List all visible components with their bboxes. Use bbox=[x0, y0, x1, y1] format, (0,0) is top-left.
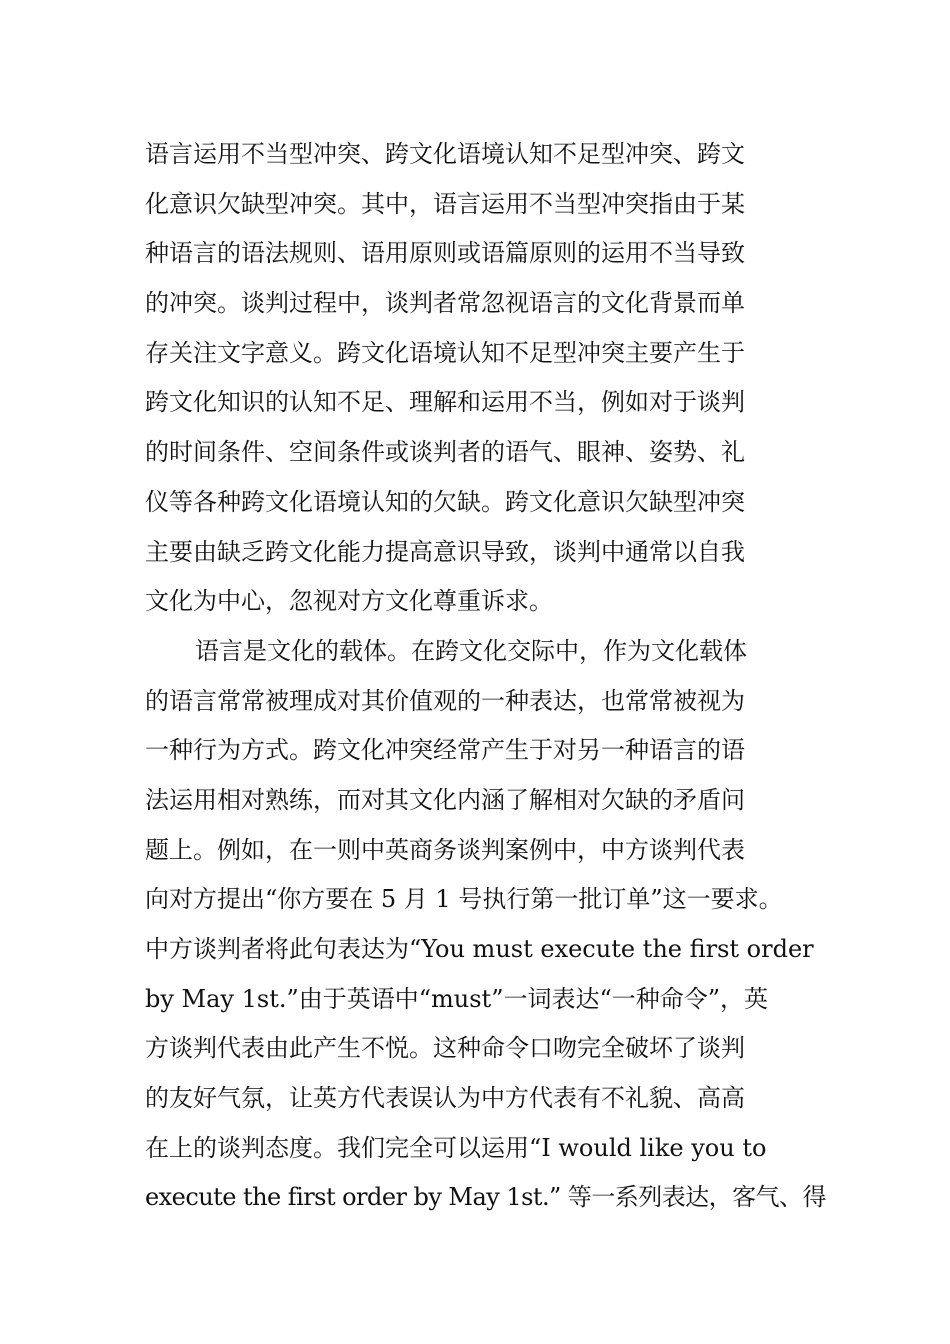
text-line: 主要由缺乏跨文化能力提高意识导致，谈判中通常以自我 bbox=[145, 537, 745, 566]
text-line: 化意识欠缺型冲突。其中，语言运用不当型冲突指由于某 bbox=[145, 189, 745, 218]
text-line: 的冲突。谈判过程中，谈判者常忽视语言的文化背景而单 bbox=[145, 289, 745, 318]
text-line: by May 1st.”由于英语中“must”一词表达“一种命令”，英 bbox=[145, 984, 769, 1013]
text-line: 语言运用不当型冲突、跨文化语境认知不足型冲突、跨文 bbox=[145, 140, 745, 168]
text-line: 跨文化知识的认知不足、理解和运用不当，例如对于谈判 bbox=[145, 388, 745, 417]
text-line: 仪等各种跨文化语境认知的欠缺。跨文化意识欠缺型冲突 bbox=[145, 487, 745, 516]
text-line: 的时间条件、空间条件或谈判者的语气、眼神、姿势、礼 bbox=[145, 438, 745, 467]
text-line: 方谈判代表由此产生不悦。这种命令口吻完全破坏了谈判 bbox=[145, 1034, 745, 1063]
text-line: 在上的谈判态度。我们完全可以运用“I would like you to bbox=[145, 1133, 767, 1162]
text-line: 的友好气氛，让英方代表误认为中方代表有不礼貌、高高 bbox=[145, 1084, 745, 1113]
text-line: 法运用相对熟练，而对其文化内涵了解相对欠缺的矛盾问 bbox=[145, 785, 745, 814]
text-line: 语言是文化的载体。在跨文化交际中，作为文化载体 bbox=[195, 636, 747, 665]
text-line: 一种行为方式。跨文化冲突经常产生于对另一种语言的语 bbox=[145, 736, 745, 765]
text-line: 存关注文字意义。跨文化语境认知不足型冲突主要产生于 bbox=[145, 338, 745, 367]
text-line: 向对方提出“你方要在 5 月 1 号执行第一批订单”这一要求。 bbox=[145, 885, 783, 914]
text-line: 种语言的语法规则、语用原则或语篇原则的运用不当导致 bbox=[145, 239, 745, 268]
text-line: 题上。例如，在一则中英商务谈判案例中，中方谈判代表 bbox=[145, 835, 745, 864]
text-line: 的语言常常被理成对其价值观的一种表达，也常常被视为 bbox=[145, 686, 745, 715]
text-line: 文化为中心，忽视对方文化尊重诉求。 bbox=[145, 587, 553, 616]
text-line: 中方谈判者将此句表达为“You must execute the first order bbox=[145, 935, 814, 963]
text-line: execute the first order by May 1st.” 等一系列表达，客气、得 bbox=[145, 1183, 826, 1212]
body-text bbox=[145, 130, 825, 1223]
